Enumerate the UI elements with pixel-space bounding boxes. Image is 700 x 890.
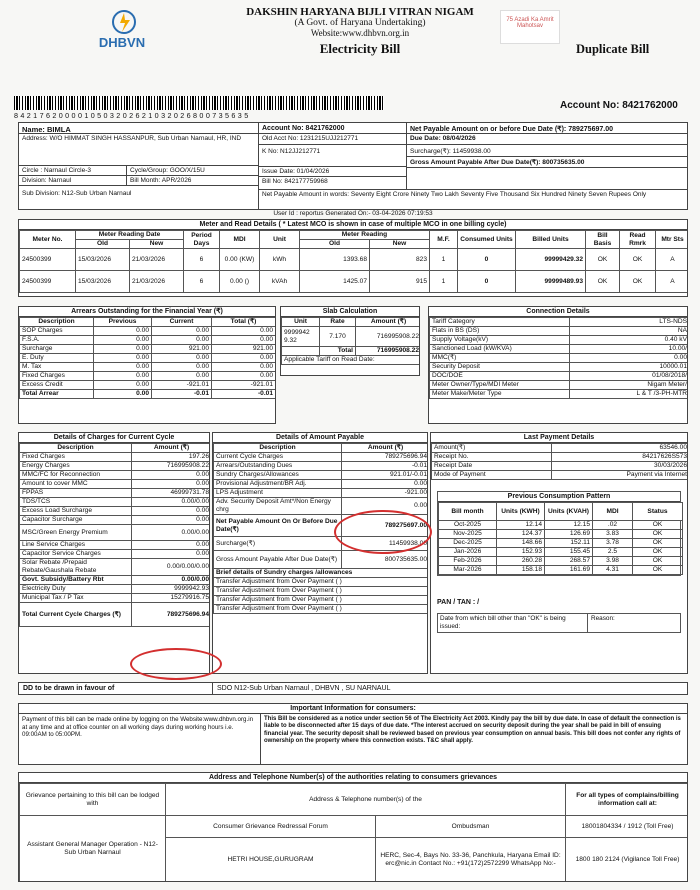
govt-line: (A Govt. of Haryana Undertaking): [294, 18, 426, 28]
table-row: Energy Charges 716995908.22: [20, 462, 211, 471]
meter-title: Meter and Read Details ( * Latest MCO is shown in case of multiple MCO in one billing cycle): [19, 220, 687, 230]
important-section: [18, 703, 688, 765]
net-payable-amount: 789275697.00: [342, 515, 429, 537]
account-no: Account No: 8421762000: [259, 123, 406, 134]
dd-section: [18, 682, 688, 695]
slab-title: Slab Calculation: [281, 307, 419, 317]
table-row: Supply Voltage(kV) 0.40 kV: [430, 336, 689, 345]
circle: Circle : Narnaul Circle-3: [19, 166, 127, 175]
bill-month: Bill Month: APR/2026: [130, 177, 192, 184]
table-row: Total Arrear 0.00 -0.01 -0.01: [20, 390, 276, 399]
table-row: TDS/TCS 0.00/0.00: [20, 498, 211, 507]
table-row: Capacitor Service Charges 0.00: [20, 550, 211, 559]
table-row: Flats in BS (DS) NA: [430, 327, 689, 336]
table-row: DOC/DOE 01/08/2018/: [430, 372, 689, 381]
cycle-group: Cycle/Group: GOO/X/15U: [130, 167, 205, 174]
meter-table: Meter No. Meter Reading Date Period Days MDI Unit Meter Reading M.F. Consumed Units Billed Units Bill Basis Read Rmrk Mtr Sts Old New Old New 24500399 15/03/2026 21/03/2026 6 0.00 (KW) kWh 1393.68 823 1 0 99999429.32 OK OK A 24500399 15/03/2026 21/03/2026 6 0.00 () kVAh 1425.07 915 1 0 99999489.93 OK OK A: [19, 230, 688, 293]
table-row: Dec-2025 148.66 152.11 3.78 OK: [439, 539, 683, 548]
sub-division: Sub Division: N12-Sub Urban Narnaul: [22, 190, 132, 197]
barcode: [14, 96, 384, 110]
grievance-table: Grievance pertaining to this bill can be lodged with Address & Telephone number(s) of the For all types of complains/billing information call at: Assistant General Manager Operation - N12-Sub Urban Narnaul Consumer Grievance Redressal Forum Ombudsman 18001804334 / 1912 (Toll Free) HETRI HOUSE,GURUGRAM HERC, Sec-4, Bays No. 33-36, Panchkula, Haryana Email ID: erc@nic.in Contact No.: +91(172)2572299 WhatsApp No:- 1800 180 2124 (Vigilance Toll Free): [19, 783, 688, 882]
connection-table: [429, 317, 688, 399]
amount-payable-table: Description Amount (₹) Current Cycle Charges 789275696.94 Arrears/Outstanding Dues -0.01 Sundry Charges/Allowances 921.01/-0.01 Provisional Adjustment/BR Adj. 0.00 LPS Adjustment -921.00 Adv. Security Deposit Amt*/Non Energy chrg 0.00 Net Payable Amount On Or Before Due Date(₹) 789275697.00 Surcharge(₹) 11459938.00 Gross Amount Payable After Due Date(₹) 800735635.00 Brief details of Sundry charges /allowances Transfer Adjustment from Over Payment ( ) Transfer Adjustment from Over Payment ( ) Transfer Adjustment from Over Payment ( ) Transfer Adjustment from Over Payment ( ): [213, 443, 428, 614]
table-row: Electricity Duty 9999942.93: [20, 585, 211, 594]
charges-table: Description Amount (₹) Fixed Charges 197.26 Energy Charges 716995908.22 MMC/FC for Reconnection 0.00 Amount to cover MMC 0.00 FPPAS 46999731.78 TDS/TCS 0.00/0.00 Excess Load Surcharge 0.00 Capacitor Surcharge 0.00 MSC/Green Energy Premium 0.00/0.00 Line Service Charges 0.00 Capacitor Service Charges 0.00 Solar Rebate /Prepaid Rebate/Gaushala Rebate 0.00/0.00/0.00 Govt. Subsidy/Battery Rbt 0.00/0.00 Electricity Duty 9999942.93 Municipal Tax / P Tax 15279916.75 Total Current Cycle Charges (₹) 789275696.94: [19, 443, 210, 627]
charges-title: Details of Charges for Current Cycle: [19, 433, 209, 443]
table-row: Receipt Date 30/03/2026: [432, 462, 689, 471]
meter-row: 24500399 15/03/2026 21/03/2026 6 0.00 (KW) kWh 1393.68 823 1 0 99999429.32 OK OK A: [20, 249, 689, 271]
table-row: MSC/Green Energy Premium 0.00/0.00: [20, 525, 211, 541]
table-row: Line Service Charges 0.00: [20, 541, 211, 550]
table-row: Excess Load Surcharge 0.00: [20, 507, 211, 516]
table-row: Arrears/Outstanding Dues -0.01: [214, 462, 429, 471]
important-title: Important Information for consumers:: [19, 704, 687, 714]
due-date: Due Date: 08/04/2026: [407, 134, 688, 145]
customer-address: Address: W/O HIMMAT SINGH HASSANPUR, Sub Urban Narnaul, HR, IND: [19, 134, 258, 166]
table-row: Amount(₹) 63546.00: [432, 444, 689, 453]
last-payment-title: Last Payment Details: [431, 433, 687, 443]
table-row: Mode of Payment Payment via Internet: [432, 471, 689, 480]
table-row: Excess Credit 0.00 -921.01 -921.01: [20, 381, 276, 390]
table-row: Amount to cover MMC 0.00: [20, 480, 211, 489]
table-row: Oct-2025 12.14 12.15 .02 OK: [439, 521, 683, 530]
last-payment-section: [430, 432, 688, 674]
azadi-logo: 75 Azadi Ka Amrit Mahotsav: [500, 10, 560, 44]
table-row: Tariff Category LTS-NDS: [430, 318, 689, 327]
k-number: K No: N12JJ212771: [259, 145, 406, 167]
table-row: Adv. Security Deposit Amt*/Non Energy chrg 0.00: [214, 498, 429, 515]
grievance-section: [18, 772, 688, 882]
table-row: Solar Rebate /Prepaid Rebate/Gaushala Rebate 0.00/0.00/0.00: [20, 559, 211, 576]
table-row: Meter Owner/Type/MDI Meter Nigam Meter/: [430, 381, 689, 390]
old-account-no: Old Acct No: 1231215UJJ212771: [259, 134, 406, 145]
dhbvn-logo: [92, 8, 152, 50]
issue-date: Issue Date: 01/04/2026: [259, 167, 406, 177]
table-row: Surcharge 0.00 921.00 921.00: [20, 345, 276, 354]
total-current-charges: 789275696.94: [132, 603, 211, 627]
table-row: MMC/FC for Reconnection 0.00: [20, 471, 211, 480]
bill-no: Bill No: 842177759968: [262, 178, 328, 185]
user-id-line: User Id : reportus Generated On:- 03-04-2026 07:19:53: [273, 210, 433, 217]
table-row: LPS Adjustment -921.00: [214, 489, 429, 498]
pan-tan: PAN / TAN : /: [437, 599, 480, 606]
duplicate-label: Duplicate Bill: [576, 42, 650, 56]
table-row: Feb-2026 260.28 268.57 3.98 OK: [439, 557, 683, 566]
arrears-section: [18, 306, 276, 424]
division: Division: Narnaul: [19, 176, 127, 185]
table-row: SOP Charges 0.00 0.00 0.00: [20, 327, 276, 336]
customer-section: [18, 122, 688, 210]
table-row: Sundry Charges/Allowances 921.01/-0.01: [214, 471, 429, 480]
amount-payable-section: [212, 432, 428, 674]
table-row: M. Tax 0.00 0.00 0.00: [20, 363, 276, 372]
dd-label: DD to be drawn in favour of: [19, 683, 213, 694]
table-row: F.S.A. 0.00 0.00 0.00: [20, 336, 276, 345]
table-row: Capacitor Surcharge 0.00: [20, 516, 211, 525]
website-line: Website:www.dhbvn.org.in: [310, 28, 410, 38]
amount-payable-title: Details of Amount Payable: [213, 433, 427, 443]
table-row: Security Deposit 10000.01: [430, 363, 689, 372]
account-number-top: Account No: 8421762000: [560, 100, 678, 111]
dd-value: SDO N12-Sub Urban Narnaul , DHBVN , SU NARNAUL: [217, 685, 391, 692]
table-row: Govt. Subsidy/Battery Rbt 0.00/0.00: [20, 576, 211, 585]
table-row: FPPAS 46999731.78: [20, 489, 211, 498]
table-row: Provisional Adjustment/BR Adj. 0.00: [214, 480, 429, 489]
table-row: Fixed Charges 0.00 0.00 0.00: [20, 372, 276, 381]
arrears-table: Description Previous Current Total (₹) SOP Charges 0.00 0.00 0.00 F.S.A. 0.00 0.00 0.00 Surcharge 0.00 921.00 921.00 E. Duty 0.00 0.00 0.00 M. Tax 0.00 0.00 0.00 Fixed Charges 0.00 0.00 0.00 Excess Credit 0.00 -921.01 -921.01 Total Arrear 0.00 -0.01 -0.01: [19, 317, 276, 399]
table-row: Meter Make/Meter Type L & T /3-PH-MTR: [430, 390, 689, 399]
meter-section: [18, 219, 688, 297]
charges-section: [18, 432, 210, 674]
table-row: Receipt No. 84217626S573: [432, 453, 689, 462]
bill-title: Electricity Bill: [319, 41, 401, 56]
important-left: Payment of this bill can be made online by logging on the Website:www.dhbvn.org.in at any time and at office counter on all working days during working hours i.e. 09:00AM to 05:00PM.: [19, 714, 261, 765]
table-row: Sanctioned Load (kW/KVA) 10.00/: [430, 345, 689, 354]
connection-section: [428, 306, 688, 424]
table-row: Fixed Charges 197.26: [20, 453, 211, 462]
slab-section: [280, 306, 420, 376]
table-row: Jan-2026 152.93 155.45 2.5 OK: [439, 548, 683, 557]
table-row: Current Cycle Charges 789275696.94: [214, 453, 429, 462]
logo-text: DHBVN: [98, 35, 146, 50]
arrears-title: Arrears Outstanding for the Financial Year (₹): [19, 307, 275, 317]
table-row: E. Duty 0.00 0.00 0.00: [20, 354, 276, 363]
table-row: Municipal Tax / P Tax 15279916.75: [20, 594, 211, 603]
grievance-title: Address and Telephone Number(s) of the authorities relating to consumers grievances: [19, 773, 687, 783]
consumption-title: Previous Consumption Pattern: [438, 492, 680, 502]
amount-in-words: Net Payable Amount in words: Seventy Eight Crore Ninety Two Lakh Seventy Five Thousand Six Hundred Ninety Seven Rupees Only: [259, 189, 688, 210]
consumption-table: Bill month Units (KWH) Units (KVAH) MDI Status Oct-2025 12.14 12.15 .02 OK Nov-2025 124.37 126.69 3.83 OK Dec-2025 148.66 152.11 3.78 OK Jan-2026 152.93 155.45 2.5 OK Feb-2026 260.28 268.57 3.98 OK Mar-2026 158.18 161.69 4.31 OK: [438, 502, 683, 575]
connection-title: Connection Details: [429, 307, 687, 317]
table-row: Nov-2025 124.37 126.69 3.83 OK: [439, 530, 683, 539]
meter-row: 24500399 15/03/2026 21/03/2026 6 0.00 () kVAh 1425.07 915 1 0 99999489.93 OK OK A: [20, 271, 689, 293]
reason: Reason:: [591, 615, 615, 622]
date-note: Date from which bill other than "OK" is being issued:: [438, 614, 588, 632]
slab-table: Unit Rate Amount (₹) 9999942 9.32 7.170 716995908.22 Total 716995908.22 Applicable Tariff on Read Date:: [281, 317, 420, 365]
gross-payable-header: Gross Amount Payable After Due Date(₹): 800735635.00: [410, 159, 585, 166]
important-right: This Bill be considered as a notice under section 56 of The Electricity Act 2003. Kindly pay the bill by due date. In case of default the connection is liable to be disconnected after 15 days of due date. *The interest accrued on security deposit during the year shall be paid in bill of ensuing financial year. The security deposit shall be reviewed based on previous year consumption on annual basis. This bill does not confer any rights of ownership on the property where this connection exists. T&C shall apply.: [264, 716, 681, 745]
customer-name: Name: BIMLA: [19, 123, 258, 134]
net-payable-header: Net Payable Amount on or before Due Date (₹): 789275697.00: [407, 123, 688, 134]
company-name: DAKSHIN HARYANA BIJLI VITRAN NIGAM: [246, 6, 474, 18]
last-payment-table: [431, 443, 688, 480]
surcharge-header: Surcharge(₹): 11459938.00: [407, 145, 688, 157]
barcode-digits: 8 4 2 1 7 6 2 0 0 0 0 1 0 5 0 3 2 0 2 6 2 1 0 3 2 0 2 6 8 0 0 7 3 5 6 3 5: [14, 111, 249, 120]
table-row: MMC(₹) 0.00: [430, 354, 689, 363]
table-row: Mar-2026 158.18 161.69 4.31 OK: [439, 566, 683, 575]
